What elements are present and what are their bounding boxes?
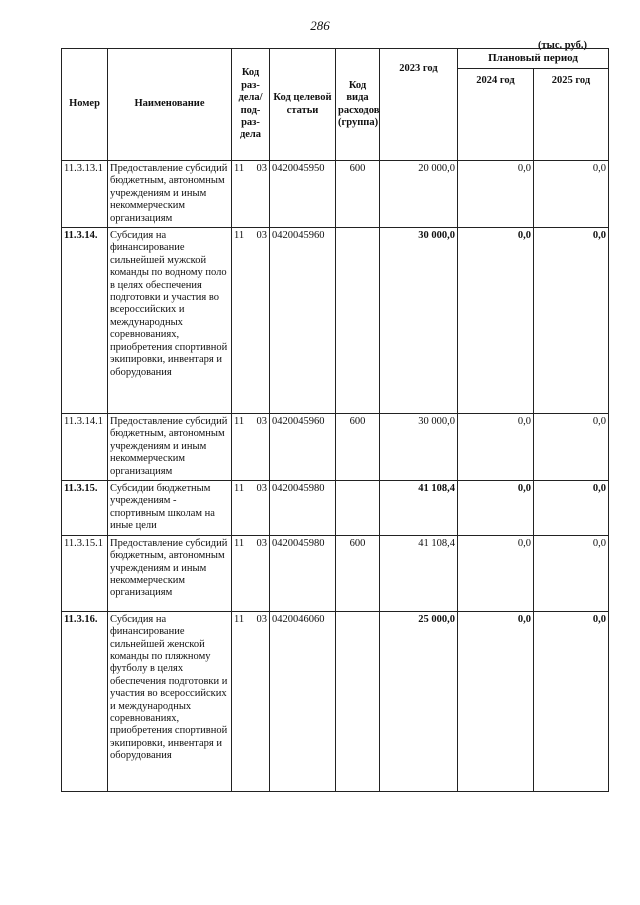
table-row bbox=[62, 535, 609, 611]
table-row bbox=[62, 414, 609, 481]
row-2023: 20 000,0 bbox=[380, 161, 458, 228]
row-rz: 11 bbox=[234, 613, 245, 625]
header-target: Код целевой статьи bbox=[270, 49, 336, 161]
row-expense-type: 600 bbox=[336, 161, 380, 228]
header-name: Наименование bbox=[108, 49, 232, 161]
row-2025: 0,0 bbox=[534, 535, 609, 611]
row-2024: 0,0 bbox=[458, 481, 534, 536]
row-rz: 11 bbox=[234, 537, 245, 549]
table-row bbox=[62, 161, 609, 228]
row-target: 0420045980 bbox=[270, 481, 336, 536]
row-name: Субсидия на финансирование сильнейшей женской команды по пляжному футболу в целях обеспечения подготовки и участия во всероссийских и международных соревнованиях, приобретения спортивной экипировки, инвентаря и оборудования bbox=[108, 611, 232, 791]
row-2024: 0,0 bbox=[458, 228, 534, 414]
row-2025: 0,0 bbox=[534, 414, 609, 481]
header-razdel: Код раз-дела/ под-раз-дела bbox=[232, 49, 270, 161]
table-row bbox=[62, 481, 609, 536]
row-2024: 0,0 bbox=[458, 414, 534, 481]
row-target: 0420045950 bbox=[270, 161, 336, 228]
budget-table bbox=[61, 48, 609, 792]
row-2025: 0,0 bbox=[534, 481, 609, 536]
row-number: 11.3.14.1 bbox=[62, 414, 108, 481]
row-number: 11.3.15. bbox=[62, 481, 108, 536]
row-pr: 03 bbox=[256, 163, 267, 174]
row-pr: 03 bbox=[256, 483, 267, 495]
row-pr: 03 bbox=[256, 230, 267, 242]
row-2025: 0,0 bbox=[534, 228, 609, 414]
row-razdel bbox=[232, 481, 270, 536]
row-target: 0420045960 bbox=[270, 414, 336, 481]
row-expense-type bbox=[336, 611, 380, 791]
row-number: 11.3.13.1 bbox=[62, 161, 108, 228]
row-expense-type: 600 bbox=[336, 414, 380, 481]
row-pr: 03 bbox=[256, 416, 267, 428]
row-expense-type: 600 bbox=[336, 535, 380, 611]
row-name: Предоставление субсидий бюджетным, автономным учреждениям и иным некоммерческим организациям bbox=[108, 414, 232, 481]
header-year-2025: 2025 год bbox=[534, 69, 609, 161]
row-name: Субсидии бюджетным учреждениям - спортивным школам на иные цели bbox=[108, 481, 232, 536]
page-number: 286 bbox=[310, 18, 330, 33]
row-razdel bbox=[232, 161, 270, 228]
header-number: Номер bbox=[62, 49, 108, 161]
row-2025: 0,0 bbox=[534, 161, 609, 228]
row-target: 0420045980 bbox=[270, 535, 336, 611]
row-rz: 11 bbox=[234, 416, 245, 428]
row-2023: 30 000,0 bbox=[380, 414, 458, 481]
units-label: (тыс. руб.) bbox=[538, 40, 587, 51]
row-pr: 03 bbox=[256, 613, 267, 625]
row-2023: 41 108,4 bbox=[380, 481, 458, 536]
row-number: 11.3.15.1 bbox=[62, 535, 108, 611]
row-target: 0420046060 bbox=[270, 611, 336, 791]
row-razdel bbox=[232, 535, 270, 611]
table-row bbox=[62, 611, 609, 791]
row-razdel bbox=[232, 228, 270, 414]
row-razdel bbox=[232, 414, 270, 481]
row-2023: 30 000,0 bbox=[380, 228, 458, 414]
row-rz: 11 bbox=[234, 163, 245, 174]
header-plan-period: Плановый период bbox=[458, 49, 609, 69]
row-2024: 0,0 bbox=[458, 535, 534, 611]
row-name: Субсидия на финансирование сильнейшей мужской команды по водному поло в целях обеспечения подготовки и участия во всероссийских и международных соревнованиях, приобретения спортивной экипировки, инвентаря и оборудования bbox=[108, 228, 232, 414]
row-razdel bbox=[232, 611, 270, 791]
row-rz: 11 bbox=[234, 483, 245, 495]
row-expense-type bbox=[336, 228, 380, 414]
row-rz: 11 bbox=[234, 230, 245, 242]
row-2024: 0,0 bbox=[458, 611, 534, 791]
row-expense-type bbox=[336, 481, 380, 536]
row-2023: 25 000,0 bbox=[380, 611, 458, 791]
row-name: Предоставление субсидий бюджетным, автономным учреждениям и иным некоммерческим организациям bbox=[108, 535, 232, 611]
header-expense-type: Код вида расходов (группа) bbox=[336, 49, 380, 161]
header-year-2023: 2023 год bbox=[380, 49, 458, 161]
table-row bbox=[62, 228, 609, 414]
row-2025: 0,0 bbox=[534, 611, 609, 791]
row-target: 0420045960 bbox=[270, 228, 336, 414]
table-body bbox=[62, 161, 609, 792]
row-pr: 03 bbox=[256, 537, 267, 549]
row-2024: 0,0 bbox=[458, 161, 534, 228]
header-year-2024: 2024 год bbox=[458, 69, 534, 161]
row-name: Предоставление субсидий бюджетным, автономным учреждениям и иным некоммерческим организациям bbox=[108, 161, 232, 228]
row-number: 11.3.16. bbox=[62, 611, 108, 791]
row-2023: 41 108,4 bbox=[380, 535, 458, 611]
row-number: 11.3.14. bbox=[62, 228, 108, 414]
